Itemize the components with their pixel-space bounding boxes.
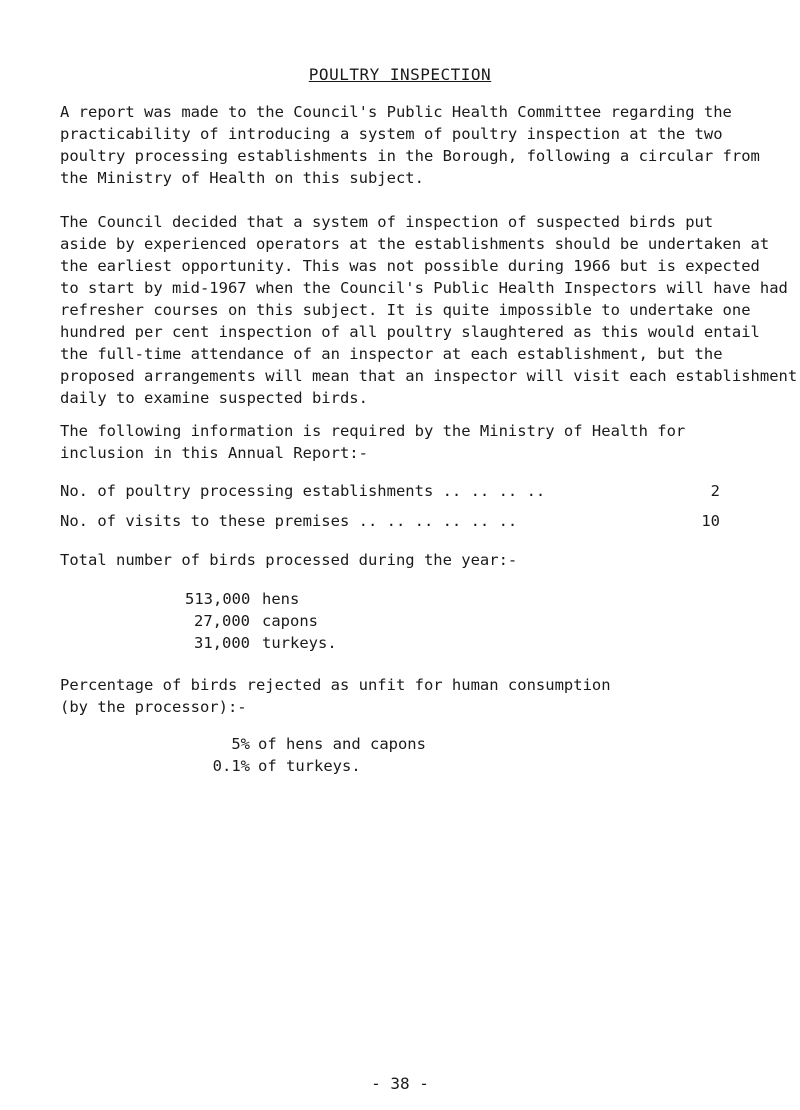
text-line: the Ministry of Health on this subject. <box>60 169 424 187</box>
decision-paragraph <box>60 211 798 409</box>
text-line: the earliest opportunity. This was not possible during 1966 but is expected <box>60 257 760 275</box>
stat-establishments <box>60 482 720 504</box>
reject-percent: 0.1% <box>212 757 250 775</box>
bird-count-turkeys <box>185 634 337 656</box>
text-line: proposed arrangements will mean that an inspector will visit each establishment <box>60 367 798 385</box>
text-line: practicability of introducing a system of poultry inspection at the two <box>60 125 723 143</box>
text-line: A report was made to the Council's Public Health Committee regarding the <box>60 103 732 121</box>
text-line: inclusion in this Annual Report:- <box>60 444 368 462</box>
text-line: refresher courses on this subject. It is quite impossible to undertake one <box>60 301 751 319</box>
stat-value: 2 <box>710 482 720 500</box>
text-line: to start by mid-1967 when the Council's Public Health Inspectors will have had <box>60 279 788 297</box>
bird-type: hens <box>262 590 300 608</box>
bird-count: 27,000 <box>194 612 250 630</box>
bird-count: 513,000 <box>185 590 251 608</box>
reject-heading <box>60 674 760 718</box>
text-line: hundred per cent inspection of all poultry slaughtered as this would entail <box>60 323 760 341</box>
bird-count: 31,000 <box>194 634 250 652</box>
intro-paragraph <box>60 101 760 189</box>
text-line: The Council decided that a system of inspection of suspected birds put <box>60 213 714 231</box>
bird-type: capons <box>262 612 318 630</box>
info-required-paragraph <box>60 420 760 464</box>
stat-value: 10 <box>701 512 720 530</box>
text-line: the full-time attendance of an inspector at each establishment, but the <box>60 345 723 363</box>
page-title: POULTRY INSPECTION <box>308 65 492 84</box>
text-line: poultry processing establishments in the Borough, following a circular from <box>60 147 760 165</box>
reject-hens-capons <box>185 735 426 757</box>
bird-type: turkeys. <box>262 634 337 652</box>
text-line: The following information is required by the Ministry of Health for <box>60 422 686 440</box>
bird-count-hens <box>185 590 299 612</box>
reject-text: of turkeys. <box>258 757 361 775</box>
stat-label: No. of poultry processing establishments .. .. .. .. <box>60 482 546 500</box>
page-number: - 38 - <box>371 1074 429 1093</box>
reject-percent: 5% <box>231 735 250 753</box>
stat-visits <box>60 512 720 534</box>
text-line: daily to examine suspected birds. <box>60 389 368 407</box>
bird-count-capons <box>185 612 318 634</box>
reject-turkeys <box>185 757 361 779</box>
text-line: (by the processor):- <box>60 698 247 716</box>
reject-text: of hens and capons <box>258 735 426 753</box>
stat-label: No. of visits to these premises .. .. .. .. .. .. <box>60 512 518 530</box>
text-line: Total number of birds processed during the year:- <box>60 551 518 569</box>
text-line: Percentage of birds rejected as unfit for human consumption <box>60 676 611 694</box>
birds-heading <box>60 549 760 571</box>
text-line: aside by experienced operators at the establishments should be undertaken at <box>60 235 770 253</box>
